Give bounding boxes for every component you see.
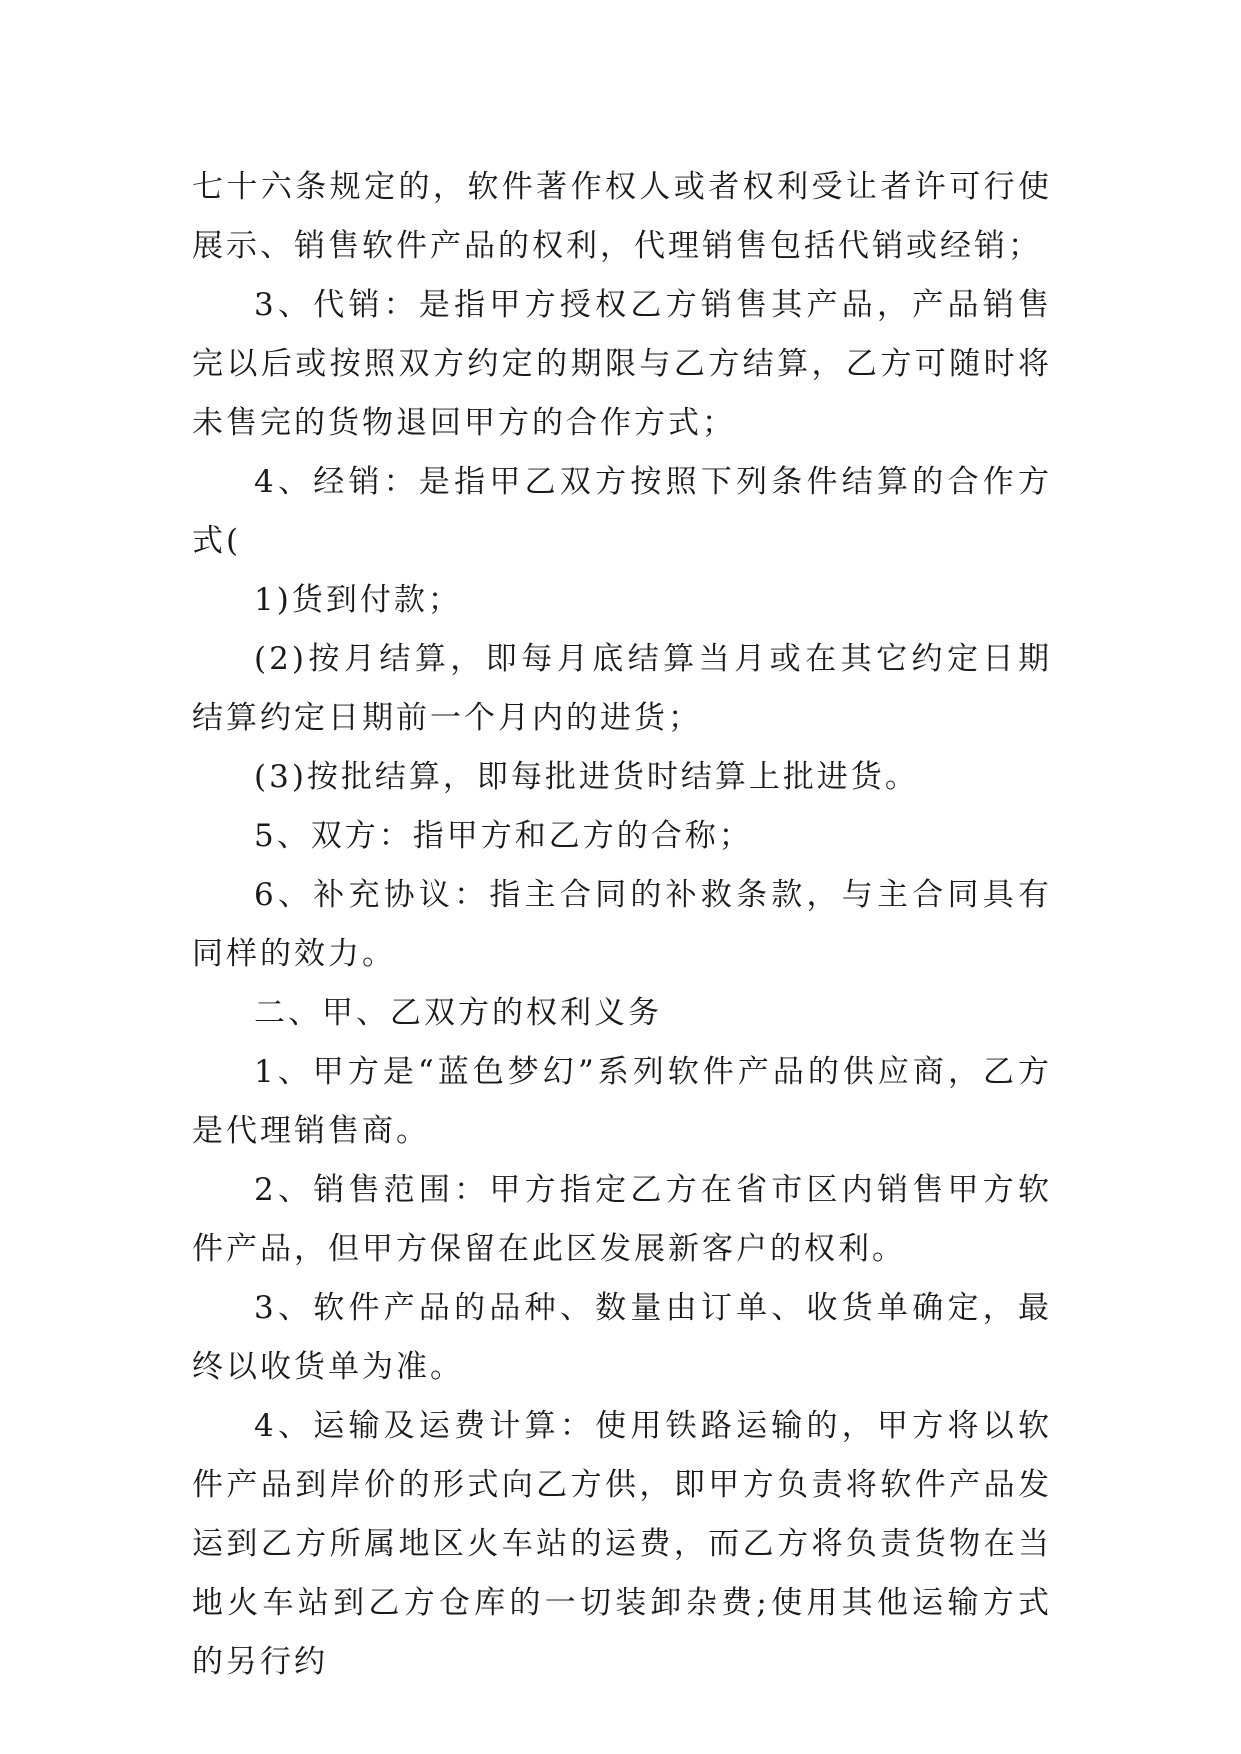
paragraph-cash-on-delivery: 1)货到付款； xyxy=(254,582,462,618)
paragraph-monthly-settlement: (2)按月结算，即每月底结算当月或在其它约定日期结算约定日期前一个月内的进货； xyxy=(192,641,1052,736)
paragraph-supplementary-agreement: 6、补充协议：指主合同的补救条款，与主合同具有同样的效力。 xyxy=(192,877,1052,972)
paragraph-transport-costs: 4、运输及运费计算：使用铁路运输的，甲方将以软件产品到岸价的形式向乙方供，即甲方负责将软件产品发运到乙方所属地区火车站的运费，而乙方将负责货物在当地火车站到乙方仓库的一切装卸杂费;使用其他运输方式的另行约 xyxy=(192,1408,1052,1680)
paragraph-batch-settlement: (3)按批结算，即每批进货时结算上批进货。 xyxy=(254,759,919,795)
paragraph-consignment: 3、代销：是指甲方授权乙方销售其产品，产品销售完以后或按照双方约定的期限与乙方结算，乙方可随时将未售完的货物退回甲方的合作方式； xyxy=(192,287,1052,441)
paragraph-product-quantity: 3、软件产品的品种、数量由订单、收货单确定，最终以收货单为准。 xyxy=(192,1290,1052,1385)
section-heading-rights-obligations: 二、甲、乙双方的权利义务 xyxy=(254,995,662,1031)
paragraph-both-parties: 5、双方：指甲方和乙方的合称； xyxy=(254,818,753,854)
paragraph-sales-scope: 2、销售范围：甲方指定乙方在省市区内销售甲方软件产品，但甲方保留在此区发展新客户的权利。 xyxy=(192,1172,1052,1267)
paragraph-distribution: 4、经销：是指甲乙双方按照下列条件结算的合作方式( xyxy=(192,464,1052,559)
paragraph-supplier: 1、甲方是“蓝色梦幻”系列软件产品的供应商，乙方是代理销售商。 xyxy=(192,1054,1052,1149)
paragraph-continuation: 七十六条规定的，软件著作权人或者权利受让者许可行使展示、销售软件产品的权利，代理销售包括代销或经销； xyxy=(192,169,1052,264)
document-body xyxy=(192,158,1052,1692)
